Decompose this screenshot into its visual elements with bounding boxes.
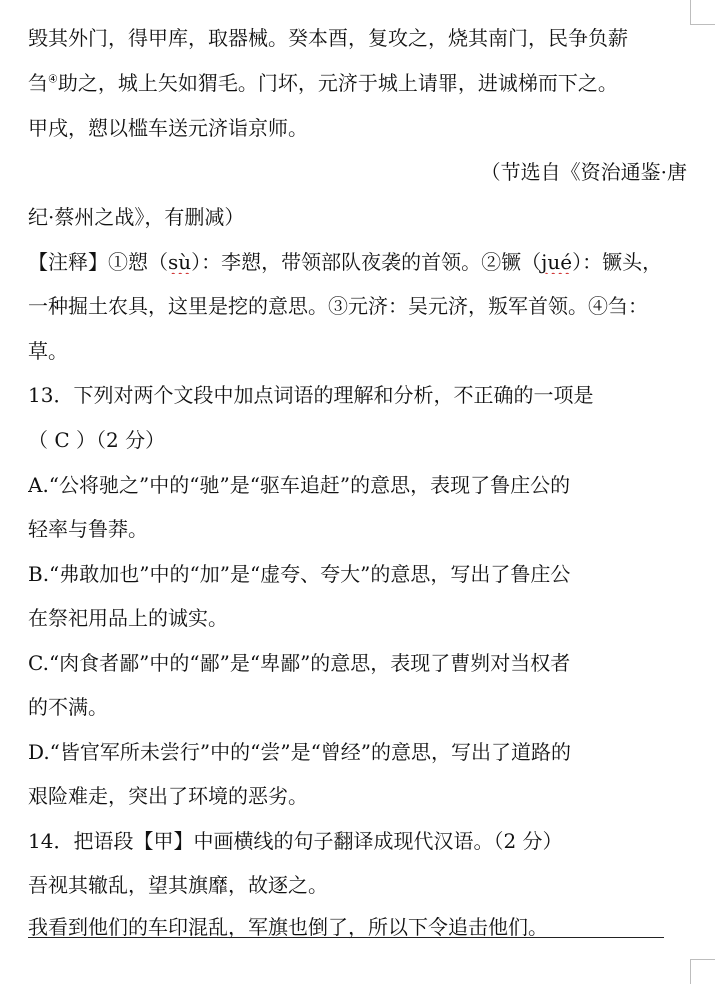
pinyin-su: sù [168, 250, 192, 274]
source-citation-line-2: 纪·蔡州之战》，有删减） [28, 205, 245, 229]
source-citation-line-1: （节选自《资治通鉴·唐 [480, 160, 687, 184]
passage-line-1: 毁其外门，得甲库，取器械。癸本酉，复攻之，烧其南门，民争负薪 [28, 26, 628, 50]
question-14-answer: 我看到他们的车印混乱，军旗也倒了，所以下令追击他们。 [28, 915, 548, 939]
option-c-line-2: 的不满。 [28, 695, 108, 719]
passage-line-3: 甲戌，愬以槛车送元济诣京师。 [28, 116, 308, 140]
pinyin-jue: jué [541, 250, 573, 274]
question-14-sentence: 吾视其辙乱，望其旗靡，故逐之。 [28, 873, 328, 897]
option-b-line-1: B.“弗敢加也”中的“加”是“虚夸、夸大”的意思，写出了鲁庄公 [28, 562, 571, 586]
notes-line-1: 【注释】①愬（sù）：李愬，带领部队夜袭的首领。②镢（jué）：镢头， [28, 250, 663, 274]
page-corner-mark-top [690, 0, 715, 25]
answer-underline [28, 937, 664, 938]
notes-line-3: 草。 [28, 339, 68, 363]
option-a-line-2: 轻率与鲁莽。 [28, 517, 148, 541]
page-corner-mark-bottom [690, 959, 715, 984]
option-a-line-1: A.“公将驰之”中的“驰”是“驱车追赶”的意思，表现了鲁庄公的 [28, 473, 571, 497]
question-13-stem: 13．下列对两个文段中加点词语的理解和分析，不正确的一项是 [28, 383, 594, 407]
option-c-line-1: C.“肉食者鄙”中的“鄙”是“卑鄙”的意思，表现了曹刿对当权者 [28, 651, 571, 675]
question-13-answer: （ C ）（2 分） [28, 428, 166, 452]
option-d-line-1: D.“皆官军所未尝行”中的“尝”是“曾经”的意思，写出了道路的 [28, 740, 572, 764]
notes-line-2: 一种掘土农具，这里是挖的意思。③元济：吴元济，叛军首领。④刍： [28, 294, 648, 318]
question-14-stem: 14．把语段【甲】中画横线的句子翻译成现代汉语。（2 分） [28, 829, 563, 853]
footnote-marker: ④ [48, 72, 58, 86]
option-d-line-2: 艰险难走，突出了环境的恶劣。 [28, 784, 308, 808]
passage-line-2: 刍④助之，城上矢如猬毛。门坏，元济于城上请罪，进诚梯而下之。 [28, 71, 618, 95]
option-b-line-2: 在祭祀用品上的诚实。 [28, 606, 228, 630]
